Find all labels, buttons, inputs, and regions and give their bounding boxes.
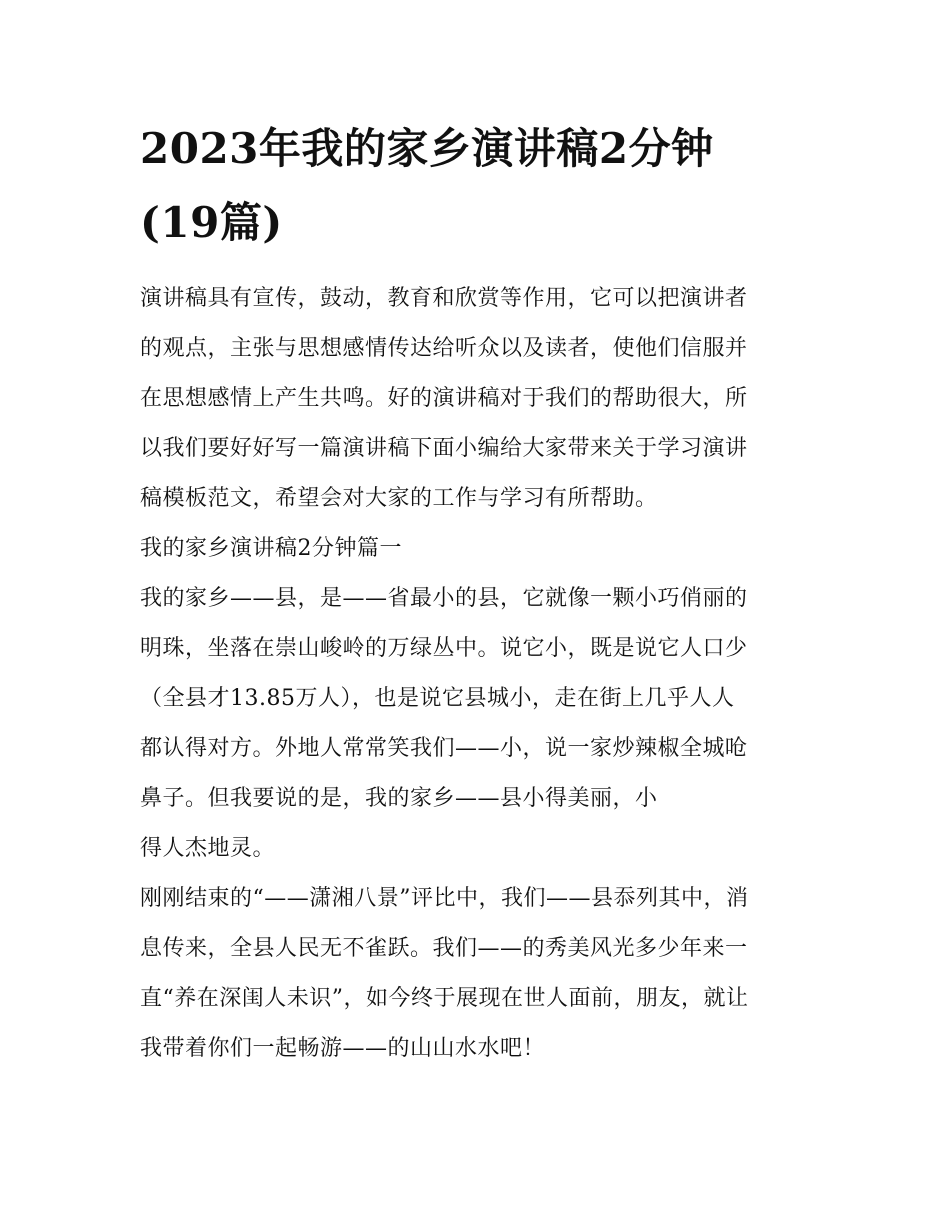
document-page xyxy=(140,112,812,1074)
intro-line: 稿模板范文，希望会对大家的工作与学习有所帮助。 xyxy=(140,486,658,511)
paragraph-line: （全县才13.85万人），也是说它县城小，走在街上几乎人人 xyxy=(140,686,735,711)
body-paragraph-1 xyxy=(140,574,812,824)
paragraph-line: 我的家乡——县，是——省最小的县，它就像一颗小巧俏丽的 xyxy=(140,586,748,611)
document-title xyxy=(140,112,812,260)
paragraph-line: 明珠，坐落在崇山峻岭的万绿丛中。说它小，既是说它人口少 xyxy=(140,636,748,661)
title-line-2: (19篇) xyxy=(140,198,283,247)
paragraph-line: 刚刚结束的“——潇湘八景”评比中，我们——县忝列其中，消 xyxy=(140,886,749,911)
intro-line: 演讲稿具有宣传，鼓动，教育和欣赏等作用，它可以把演讲者 xyxy=(140,286,748,311)
paragraph-line: 我带着你们一起畅游——的山山水水吧！ xyxy=(140,1036,546,1061)
intro-paragraph xyxy=(140,274,812,524)
intro-line: 的观点，主张与思想感情传达给听众以及读者，使他们信服并 xyxy=(140,336,748,361)
paragraph-line: 都认得对方。外地人常常笑我们——小，说一家炒辣椒全城呛 xyxy=(140,736,748,761)
intro-line: 以我们要好好写一篇演讲稿下面小编给大家带来关于学习演讲 xyxy=(140,436,748,461)
intro-line: 在思想感情上产生共鸣。好的演讲稿对于我们的帮助很大，所 xyxy=(140,386,748,411)
document-body xyxy=(140,274,812,1074)
section-heading: 我的家乡演讲稿2分钟篇一 xyxy=(140,536,402,561)
body-paragraph-2 xyxy=(140,824,812,874)
paragraph-line: 直“养在深闺人未识”，如今终于展现在世人面前，朋友，就让 xyxy=(140,986,749,1011)
body-paragraph-3 xyxy=(140,874,812,1074)
title-line-1: 2023年我的家乡演讲稿2分钟 xyxy=(140,124,714,173)
paragraph-line: 息传来，全县人民无不雀跃。我们——的秀美风光多少年来一 xyxy=(140,936,748,961)
paragraph-line: 鼻子。但我要说的是，我的家乡——县小得美丽，小 xyxy=(140,786,658,811)
paragraph-line: 得人杰地灵。 xyxy=(140,836,276,861)
